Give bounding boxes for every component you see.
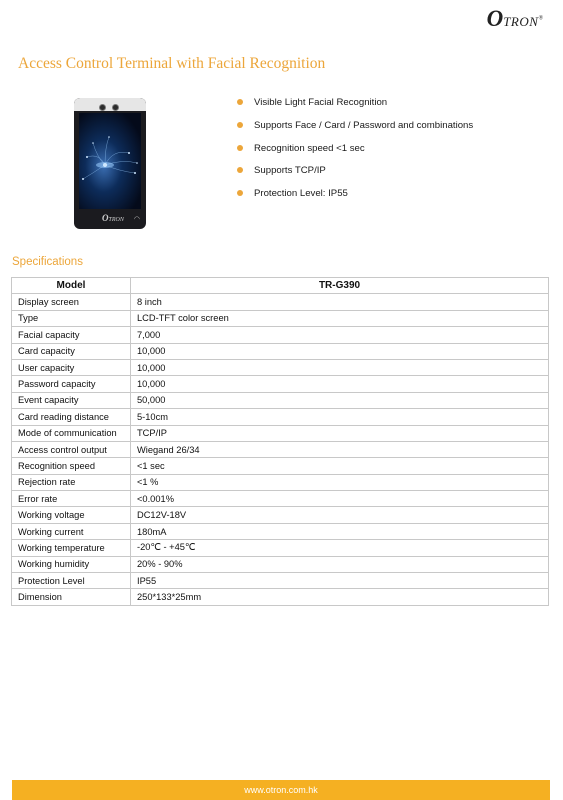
page-title: Access Control Terminal with Facial Recognition bbox=[18, 55, 326, 72]
face-network-graphic bbox=[79, 113, 141, 209]
camera-lens-icon bbox=[112, 104, 119, 111]
footer-url: www.otron.com.hk bbox=[244, 785, 318, 795]
spec-label: Type bbox=[12, 310, 131, 326]
spec-value: <1 % bbox=[131, 474, 549, 490]
spec-value: 50,000 bbox=[131, 392, 549, 408]
specifications-heading: Specifications bbox=[12, 256, 83, 268]
spec-label: Mode of communication bbox=[12, 425, 131, 441]
feature-item: Supports TCP/IP bbox=[237, 164, 473, 187]
table-row bbox=[12, 458, 549, 474]
bullet-icon bbox=[237, 122, 243, 128]
table-row bbox=[12, 540, 549, 556]
spec-value: 20% - 90% bbox=[131, 556, 549, 572]
table-header-row bbox=[12, 278, 549, 294]
camera-lens-icon bbox=[99, 104, 106, 111]
table-row bbox=[12, 491, 549, 507]
spec-value: 8 inch bbox=[131, 294, 549, 310]
table-row bbox=[12, 376, 549, 392]
spec-value: 10,000 bbox=[131, 376, 549, 392]
spec-label: Working voltage bbox=[12, 507, 131, 523]
spec-value: -20℃ - +45℃ bbox=[131, 540, 549, 556]
spec-value: <1 sec bbox=[131, 458, 549, 474]
bullet-icon bbox=[237, 145, 243, 151]
device-image bbox=[74, 98, 146, 229]
logo-initial: O bbox=[486, 6, 504, 31]
bullet-icon bbox=[237, 167, 243, 173]
bullet-icon bbox=[237, 190, 243, 196]
device-screen bbox=[79, 113, 141, 209]
spec-label: Protection Level bbox=[12, 573, 131, 589]
feature-item: Visible Light Facial Recognition bbox=[237, 96, 473, 119]
table-row bbox=[12, 556, 549, 572]
spec-value: 180mA bbox=[131, 523, 549, 539]
feature-item: Protection Level: IP55 bbox=[237, 187, 473, 210]
bullet-icon bbox=[237, 99, 243, 105]
spec-label: Recognition speed bbox=[12, 458, 131, 474]
header-model: Model bbox=[12, 278, 131, 294]
spec-label: Display screen bbox=[12, 294, 131, 310]
spec-table bbox=[11, 277, 549, 606]
table-row bbox=[12, 474, 549, 490]
logo-text: TRON bbox=[503, 14, 539, 29]
spec-label: Password capacity bbox=[12, 376, 131, 392]
table-row bbox=[12, 573, 549, 589]
spec-label: Access control output bbox=[12, 441, 131, 457]
spec-label: Working humidity bbox=[12, 556, 131, 572]
feature-list bbox=[237, 96, 473, 210]
feature-item: Recognition speed <1 sec bbox=[237, 142, 473, 165]
table-row bbox=[12, 589, 549, 605]
spec-value: TCP/IP bbox=[131, 425, 549, 441]
spec-label: Working temperature bbox=[12, 540, 131, 556]
spec-value: DC12V-18V bbox=[131, 507, 549, 523]
spec-value: 10,000 bbox=[131, 343, 549, 359]
table-row bbox=[12, 425, 549, 441]
spec-table-body bbox=[12, 294, 549, 605]
spec-label: Card reading distance bbox=[12, 409, 131, 425]
brand-logo bbox=[487, 6, 543, 32]
table-row bbox=[12, 392, 549, 408]
wifi-icon: ◠ bbox=[133, 216, 140, 223]
table-row bbox=[12, 294, 549, 310]
table-row bbox=[12, 507, 549, 523]
spec-label: Facial capacity bbox=[12, 327, 131, 343]
spec-value: 5-10cm bbox=[131, 409, 549, 425]
header-model-value: TR-G390 bbox=[131, 278, 549, 294]
table-row bbox=[12, 441, 549, 457]
table-row bbox=[12, 327, 549, 343]
spec-value: Wiegand 26/34 bbox=[131, 441, 549, 457]
registered-mark: ® bbox=[538, 15, 543, 22]
spec-value: 10,000 bbox=[131, 359, 549, 375]
table-row bbox=[12, 523, 549, 539]
feature-item: Supports Face / Card / Password and combinations bbox=[237, 119, 473, 142]
table-row bbox=[12, 359, 549, 375]
spec-value: 250*133*25mm bbox=[131, 589, 549, 605]
footer-bar bbox=[12, 780, 550, 800]
spec-label: Event capacity bbox=[12, 392, 131, 408]
spec-label: Card capacity bbox=[12, 343, 131, 359]
table-row bbox=[12, 310, 549, 326]
device-logo: OTRON bbox=[102, 213, 124, 223]
spec-label: Working current bbox=[12, 523, 131, 539]
spec-label: User capacity bbox=[12, 359, 131, 375]
spec-value: <0.001% bbox=[131, 491, 549, 507]
table-row bbox=[12, 409, 549, 425]
spec-value: IP55 bbox=[131, 573, 549, 589]
spec-label: Dimension bbox=[12, 589, 131, 605]
spec-label: Rejection rate bbox=[12, 474, 131, 490]
table-row bbox=[12, 343, 549, 359]
spec-label: Error rate bbox=[12, 491, 131, 507]
device-top-bezel bbox=[74, 98, 146, 111]
spec-value: 7,000 bbox=[131, 327, 549, 343]
spec-value: LCD-TFT color screen bbox=[131, 310, 549, 326]
